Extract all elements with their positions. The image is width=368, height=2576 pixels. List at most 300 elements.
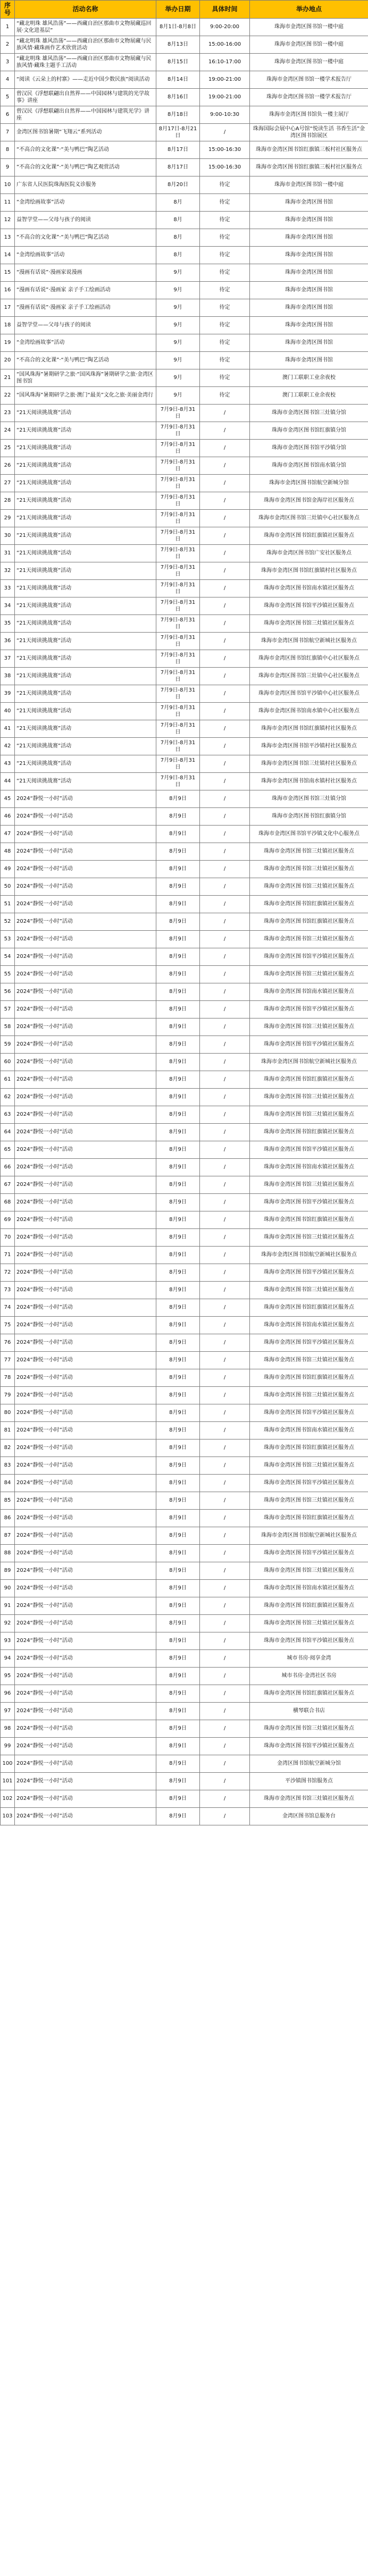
cell-venue: 珠海市金湾区图书馆三灶镇社区服务点 <box>250 1106 368 1124</box>
table-row <box>1 1475 368 1492</box>
cell-date: 8月9日 <box>156 1106 200 1124</box>
cell-time: 待定 <box>200 334 250 352</box>
cell-venue: 珠海市金湾区图书馆平沙镇社区服务点 <box>250 1404 368 1422</box>
table-row <box>1 1773 368 1790</box>
table-row <box>1 790 368 808</box>
cell-time: / <box>200 1703 250 1720</box>
header-date: 举办日期 <box>156 1 200 19</box>
cell-activity-name: 2024“静悦一小时”活动 <box>15 1703 156 1720</box>
cell-activity-name: “藏北明珠 雄风浩荡”——西藏自治区那曲市文物展藏与民族风情·藏珠主题手工活动 <box>15 54 156 71</box>
cell-number: 64 <box>1 1124 15 1141</box>
cell-number: 34 <box>1 597 15 615</box>
table-row <box>1 1229 368 1247</box>
table-row <box>1 299 368 317</box>
cell-time: / <box>200 948 250 966</box>
cell-time: / <box>200 1229 250 1247</box>
cell-number: 14 <box>1 247 15 264</box>
cell-venue: 珠海市金湾区图书馆红旗镇分馆 <box>250 808 368 826</box>
cell-activity-name: “21天阅读挑战赛”活动 <box>15 527 156 545</box>
cell-activity-name: “21天阅读挑战赛”活动 <box>15 703 156 720</box>
cell-activity-name: 2024“静悦一小时”活动 <box>15 1071 156 1089</box>
table-row <box>1 1264 368 1282</box>
table-row <box>1 1562 368 1580</box>
cell-time: / <box>200 1211 250 1229</box>
cell-number: 42 <box>1 738 15 755</box>
table-row <box>1 896 368 913</box>
table-row <box>1 369 368 387</box>
cell-time: / <box>200 1264 250 1282</box>
table-row <box>1 1141 368 1159</box>
cell-time: / <box>200 1492 250 1510</box>
cell-venue: 珠海市金湾区图书馆航空新城社区服务点 <box>250 1054 368 1071</box>
cell-venue: 珠海市金湾区图书馆红旗镇中心社区服务点 <box>250 650 368 668</box>
cell-venue: 珠海市金湾区图书馆三灶镇社区服务点 <box>250 1018 368 1036</box>
cell-venue: 珠海市金湾区图书馆三灶镇社区服务点 <box>250 1089 368 1106</box>
cell-date: 8月9日 <box>156 1159 200 1176</box>
cell-date: 8月17日 <box>156 141 200 159</box>
table-row <box>1 19 368 36</box>
table-row <box>1 1124 368 1141</box>
table-row <box>1 282 368 299</box>
table-row <box>1 106 368 124</box>
table-row <box>1 1597 368 1615</box>
cell-venue: 珠海市金湾区图书馆三灶镇社区服务点 <box>250 1352 368 1369</box>
cell-activity-name: 2024“静悦一小时”活动 <box>15 1369 156 1387</box>
cell-date: 8月9日 <box>156 896 200 913</box>
cell-number: 20 <box>1 352 15 369</box>
table-row <box>1 1247 368 1264</box>
cell-activity-name: “21天阅读挑战赛”活动 <box>15 457 156 475</box>
cell-venue: 金湾区图书馆总服务台 <box>250 1808 368 1825</box>
cell-activity-name: 曾汉民《浮想联翩出自然界——中国园林与建筑光学》讲座 <box>15 106 156 124</box>
cell-time: / <box>200 668 250 685</box>
cell-activity-name: 2024“静悦一小时”活动 <box>15 1124 156 1141</box>
cell-venue: 珠海市金湾区图书馆平沙镇文化中心服务点 <box>250 826 368 843</box>
table-row <box>1 54 368 71</box>
cell-venue: 珠海市金湾区图书馆一楼中庭 <box>250 36 368 54</box>
cell-date: 8月 <box>156 229 200 247</box>
cell-activity-name: 2024“静悦一小时”活动 <box>15 1808 156 1825</box>
cell-number: 79 <box>1 1387 15 1404</box>
cell-venue: 城市书房·阅享金湾 <box>250 1650 368 1668</box>
cell-time: / <box>200 1510 250 1527</box>
cell-number: 90 <box>1 1580 15 1597</box>
cell-venue: 珠海市金湾区图书馆平沙镇社区服务点 <box>250 1194 368 1211</box>
cell-activity-name: 2024“静悦一小时”活动 <box>15 1720 156 1738</box>
cell-activity-name: 2024“静悦一小时”活动 <box>15 1457 156 1475</box>
table-row <box>1 1738 368 1755</box>
cell-date: 7月9日-8月31日 <box>156 492 200 510</box>
cell-time: / <box>200 562 250 580</box>
table-row <box>1 334 368 352</box>
cell-number: 96 <box>1 1685 15 1703</box>
cell-activity-name: “21天阅读挑战赛”活动 <box>15 720 156 738</box>
cell-time: / <box>200 1790 250 1808</box>
cell-venue: 珠海市金湾区图书馆南水镇社区服务点 <box>250 1159 368 1176</box>
cell-date: 8月9日 <box>156 790 200 808</box>
cell-activity-name: “21天阅读挑战赛”活动 <box>15 668 156 685</box>
cell-activity-name: 2024“静悦一小时”活动 <box>15 1176 156 1194</box>
cell-time: / <box>200 1404 250 1422</box>
cell-activity-name: 2024“静悦一小时”活动 <box>15 826 156 843</box>
cell-time: / <box>200 475 250 492</box>
cell-venue: 珠海市金湾区图书馆三灶镇社区服务点 <box>250 1562 368 1580</box>
cell-activity-name: “21天阅读挑战赛”活动 <box>15 773 156 790</box>
cell-number: 68 <box>1 1194 15 1211</box>
cell-venue: 金湾区图书馆航空新城分馆 <box>250 1755 368 1773</box>
cell-activity-name: 2024“静悦一小时”活动 <box>15 1492 156 1510</box>
cell-date: 9月 <box>156 317 200 334</box>
cell-date: 7月9日-8月31日 <box>156 527 200 545</box>
cell-time: / <box>200 1054 250 1071</box>
table-row <box>1 826 368 843</box>
cell-time: 待定 <box>200 176 250 194</box>
table-row <box>1 1369 368 1387</box>
cell-number: 93 <box>1 1632 15 1650</box>
table-row <box>1 948 368 966</box>
cell-time: 15:00-16:30 <box>200 141 250 159</box>
cell-time: / <box>200 703 250 720</box>
cell-number: 103 <box>1 1808 15 1825</box>
cell-time: / <box>200 1299 250 1317</box>
cell-date: 9月 <box>156 352 200 369</box>
cell-time: / <box>200 1580 250 1597</box>
cell-activity-name: “21天阅读挑战赛”活动 <box>15 633 156 650</box>
table-row <box>1 1334 368 1352</box>
cell-time: 待定 <box>200 264 250 282</box>
table-row <box>1 755 368 773</box>
table-row <box>1 1001 368 1018</box>
table-row <box>1 475 368 492</box>
cell-venue: 珠海市金湾区图书馆 <box>250 194 368 212</box>
cell-number: 75 <box>1 1317 15 1334</box>
cell-venue: 珠海市金湾区图书馆红旗镇社区服务点 <box>250 527 368 545</box>
cell-venue: 珠海市金湾区图书馆 <box>250 247 368 264</box>
cell-time: / <box>200 1545 250 1562</box>
cell-number: 25 <box>1 440 15 457</box>
cell-venue: 珠海市金湾区图书馆红旗镇三板村社区服务点 <box>250 141 368 159</box>
cell-number: 23 <box>1 405 15 422</box>
cell-number: 65 <box>1 1141 15 1159</box>
cell-activity-name: 2024“静悦一小时”活动 <box>15 1282 156 1299</box>
cell-number: 102 <box>1 1790 15 1808</box>
cell-number: 36 <box>1 633 15 650</box>
cell-activity-name: “藏北明珠 雄风浩荡”——西藏自治区那曲市文物展藏与民族风情·藏珠画作艺术欣赏活动 <box>15 36 156 54</box>
cell-date: 8月15日 <box>156 54 200 71</box>
header-number: 序号 <box>1 1 15 19</box>
table-header <box>1 1 368 19</box>
cell-date: 8月9日 <box>156 808 200 826</box>
table-row <box>1 124 368 141</box>
table-row <box>1 1404 368 1422</box>
cell-date: 8月9日 <box>156 861 200 878</box>
cell-number: 30 <box>1 527 15 545</box>
table-row <box>1 212 368 229</box>
cell-time: / <box>200 896 250 913</box>
cell-venue: 珠海市金湾区图书馆航空新城社区服务点 <box>250 1527 368 1545</box>
cell-time: / <box>200 1439 250 1457</box>
cell-activity-name: 2024“静悦一小时”活动 <box>15 896 156 913</box>
cell-time: / <box>200 1176 250 1194</box>
cell-time: / <box>200 1124 250 1141</box>
cell-activity-name: 2024“静悦一小时”活动 <box>15 1229 156 1247</box>
cell-number: 70 <box>1 1229 15 1247</box>
table-row <box>1 89 368 106</box>
cell-venue: 珠海市金湾区图书馆红旗镇社区服务点 <box>250 1211 368 1229</box>
cell-time: / <box>200 633 250 650</box>
cell-venue: 珠海市金湾区图书馆平沙镇社区服务点 <box>250 1036 368 1054</box>
cell-time: / <box>200 1808 250 1825</box>
cell-number: 48 <box>1 843 15 861</box>
cell-date: 8月9日 <box>156 1510 200 1527</box>
cell-date: 8月9日 <box>156 1545 200 1562</box>
cell-venue: 珠海市金湾区图书馆红旗镇三板村社区服务点 <box>250 159 368 176</box>
cell-date: 7月9日-8月31日 <box>156 510 200 527</box>
cell-number: 84 <box>1 1475 15 1492</box>
table-row <box>1 983 368 1001</box>
cell-date: 8月9日 <box>156 1352 200 1369</box>
cell-time: 待定 <box>200 229 250 247</box>
cell-date: 7月9日-8月31日 <box>156 685 200 703</box>
cell-time: / <box>200 826 250 843</box>
cell-venue: 珠海市金湾区图书馆红旗镇社区服务点 <box>250 1071 368 1089</box>
cell-time: / <box>200 1071 250 1089</box>
header-venue: 举办地点 <box>250 1 368 19</box>
cell-number: 73 <box>1 1282 15 1299</box>
cell-time: / <box>200 545 250 562</box>
cell-time: 待定 <box>200 194 250 212</box>
table-row <box>1 229 368 247</box>
cell-number: 72 <box>1 1264 15 1282</box>
cell-date: 8月18日 <box>156 106 200 124</box>
cell-time: / <box>200 597 250 615</box>
cell-time: 待定 <box>200 282 250 299</box>
cell-date: 7月9日-8月31日 <box>156 440 200 457</box>
cell-date: 8月 <box>156 212 200 229</box>
cell-venue: 珠海市金湾区图书馆三灶镇社区服务点 <box>250 1176 368 1194</box>
header-activity-name: 活动名称 <box>15 1 156 19</box>
cell-time: / <box>200 1475 250 1492</box>
cell-venue: 珠海市金湾区图书馆平沙镇中心社区服务点 <box>250 685 368 703</box>
cell-date: 8月17日 <box>156 159 200 176</box>
table-row <box>1 1545 368 1562</box>
cell-venue: 珠海市金湾区图书馆 <box>250 352 368 369</box>
cell-venue: 城市书房·金湾社区书房 <box>250 1668 368 1685</box>
cell-date: 8月9日 <box>156 1650 200 1668</box>
cell-date: 7月9日-8月31日 <box>156 545 200 562</box>
cell-venue: 珠海市金湾区图书馆南水镇分馆 <box>250 457 368 475</box>
cell-time: / <box>200 1352 250 1369</box>
cell-activity-name: “21天阅读挑战赛”活动 <box>15 405 156 422</box>
table-row <box>1 1615 368 1632</box>
cell-time: / <box>200 405 250 422</box>
table-row <box>1 1317 368 1334</box>
cell-date: 8月9日 <box>156 1492 200 1510</box>
cell-date: 8月9日 <box>156 1668 200 1685</box>
table-row <box>1 1018 368 1036</box>
table-row <box>1 1685 368 1703</box>
cell-time: / <box>200 1369 250 1387</box>
cell-venue: 珠海市金湾区图书馆南水镇中心社区服务点 <box>250 703 368 720</box>
cell-activity-name: “21天阅读挑战赛”活动 <box>15 597 156 615</box>
cell-number: 78 <box>1 1369 15 1387</box>
cell-date: 7月9日-8月31日 <box>156 755 200 773</box>
cell-number: 50 <box>1 878 15 896</box>
cell-time: / <box>200 1457 250 1475</box>
cell-number: 44 <box>1 773 15 790</box>
cell-number: 71 <box>1 1247 15 1264</box>
cell-venue: 珠海市金湾区图书馆红旗镇社区服务点 <box>250 1685 368 1703</box>
cell-venue: 珠海市金湾区图书馆负一楼主展厅 <box>250 106 368 124</box>
cell-venue: 珠海市金湾区图书馆平沙镇社区服务点 <box>250 1264 368 1282</box>
table-row <box>1 1387 368 1404</box>
cell-number: 8 <box>1 141 15 159</box>
cell-activity-name: 2024“静悦一小时”活动 <box>15 1194 156 1211</box>
cell-time: / <box>200 1036 250 1054</box>
cell-venue: 珠海市金湾区图书馆平沙镇社区服务点 <box>250 1545 368 1562</box>
cell-date: 7月9日-8月31日 <box>156 668 200 685</box>
cell-time: / <box>200 1141 250 1159</box>
cell-number: 27 <box>1 475 15 492</box>
cell-venue: 澳门工联职工业余夜校 <box>250 369 368 387</box>
cell-venue: 珠海市金湾区图书馆 <box>250 264 368 282</box>
cell-time: / <box>200 1422 250 1439</box>
cell-activity-name: 2024“静悦一小时”活动 <box>15 1580 156 1597</box>
cell-time: / <box>200 1632 250 1650</box>
cell-date: 8月9日 <box>156 1018 200 1036</box>
cell-time: / <box>200 1738 250 1755</box>
cell-time: / <box>200 510 250 527</box>
table-row <box>1 545 368 562</box>
table-row <box>1 720 368 738</box>
cell-date: 8月9日 <box>156 1632 200 1650</box>
cell-time: / <box>200 913 250 931</box>
cell-number: 74 <box>1 1299 15 1317</box>
cell-number: 83 <box>1 1457 15 1475</box>
table-row <box>1 36 368 54</box>
cell-activity-name: “不高合的文化课”·“美与鸭巴”陶艺活动 <box>15 141 156 159</box>
cell-number: 67 <box>1 1176 15 1194</box>
cell-time: / <box>200 1018 250 1036</box>
table-row <box>1 440 368 457</box>
cell-date: 8月9日 <box>156 1808 200 1825</box>
cell-activity-name: 2024“静悦一小时”活动 <box>15 1545 156 1562</box>
cell-venue: 珠海市金湾区图书馆红旗镇村社区服务点 <box>250 562 368 580</box>
table-row <box>1 1650 368 1668</box>
table-row <box>1 1089 368 1106</box>
header-time: 具体时间 <box>200 1 250 19</box>
cell-date: 8月9日 <box>156 1089 200 1106</box>
cell-number: 15 <box>1 264 15 282</box>
cell-time: 待定 <box>200 387 250 405</box>
cell-date: 8月9日 <box>156 1562 200 1580</box>
cell-date: 8月9日 <box>156 1141 200 1159</box>
cell-activity-name: “21天阅读挑战赛”活动 <box>15 492 156 510</box>
cell-activity-name: “不高合的文化课”·“美与鸭巴”陶艺活动 <box>15 352 156 369</box>
table-row <box>1 1755 368 1773</box>
cell-activity-name: “21天阅读挑战赛”活动 <box>15 580 156 597</box>
cell-activity-name: 2024“静悦一小时”活动 <box>15 1668 156 1685</box>
cell-date: 9月 <box>156 387 200 405</box>
cell-date: 8月9日 <box>156 1755 200 1773</box>
cell-number: 91 <box>1 1597 15 1615</box>
table-row <box>1 352 368 369</box>
table-row <box>1 405 368 422</box>
cell-number: 58 <box>1 1018 15 1036</box>
cell-date: 8月 <box>156 194 200 212</box>
cell-venue: 珠海市金湾区图书馆航空新城社区服务点 <box>250 1247 368 1264</box>
cell-date: 8月9日 <box>156 1001 200 1018</box>
cell-time: / <box>200 580 250 597</box>
cell-number: 26 <box>1 457 15 475</box>
cell-time: 19:00-21:00 <box>200 71 250 89</box>
table-row <box>1 1352 368 1369</box>
cell-activity-name: 2024“静悦一小时”活动 <box>15 1597 156 1615</box>
cell-date: 9月 <box>156 299 200 317</box>
table-row <box>1 913 368 931</box>
cell-number: 4 <box>1 71 15 89</box>
cell-date: 8月13日 <box>156 36 200 54</box>
cell-date: 8月9日 <box>156 1422 200 1439</box>
cell-activity-name: 2024“静悦一小时”活动 <box>15 1562 156 1580</box>
cell-venue: 珠海市金湾区图书馆平沙镇社区服务点 <box>250 1001 368 1018</box>
table-row <box>1 1720 368 1738</box>
cell-activity-name: 2024“静悦一小时”活动 <box>15 948 156 966</box>
cell-number: 38 <box>1 668 15 685</box>
cell-number: 69 <box>1 1211 15 1229</box>
cell-number: 12 <box>1 212 15 229</box>
table-row <box>1 1036 368 1054</box>
cell-date: 8月9日 <box>156 966 200 983</box>
table-row <box>1 1808 368 1825</box>
cell-number: 13 <box>1 229 15 247</box>
cell-number: 99 <box>1 1738 15 1755</box>
cell-venue: 珠海市金湾区图书馆一楼中庭 <box>250 54 368 71</box>
cell-activity-name: 2024“静悦一小时”活动 <box>15 1141 156 1159</box>
cell-number: 22 <box>1 387 15 405</box>
cell-number: 80 <box>1 1404 15 1422</box>
cell-activity-name: 2024“静悦一小时”活动 <box>15 1755 156 1773</box>
table-row <box>1 159 368 176</box>
table-row <box>1 1282 368 1299</box>
cell-venue: 珠海市金湾区图书馆三灶镇社区服务点 <box>250 931 368 948</box>
table-row <box>1 1054 368 1071</box>
cell-number: 18 <box>1 317 15 334</box>
table-row <box>1 1510 368 1527</box>
cell-activity-name: 2024“静悦一小时”活动 <box>15 1404 156 1422</box>
cell-time: / <box>200 1685 250 1703</box>
table-row <box>1 580 368 597</box>
cell-activity-name: “21天阅读挑战赛”活动 <box>15 545 156 562</box>
table-row <box>1 562 368 580</box>
table-row <box>1 1457 368 1475</box>
cell-date: 7月9日-8月31日 <box>156 703 200 720</box>
cell-activity-name: “国风珠海”暑期研学之旅·“国风珠海”暑期研学之旅·金湾区图书馆 <box>15 369 156 387</box>
cell-date: 8月9日 <box>156 1282 200 1299</box>
cell-venue: 珠海市金湾区图书馆 <box>250 282 368 299</box>
cell-activity-name: 2024“静悦一小时”活动 <box>15 1422 156 1439</box>
cell-time: 待定 <box>200 352 250 369</box>
cell-date: 8月9日 <box>156 1071 200 1089</box>
cell-time: / <box>200 773 250 790</box>
cell-time: / <box>200 1001 250 1018</box>
table-row <box>1 422 368 440</box>
cell-number: 61 <box>1 1071 15 1089</box>
cell-time: 9:00-10:30 <box>200 106 250 124</box>
cell-venue: 珠海市金湾区图书馆三灶镇分馆 <box>250 405 368 422</box>
table-row <box>1 141 368 159</box>
cell-activity-name: “不高合的文化课”·“美与鸭巴”陶艺观赏活动 <box>15 159 156 176</box>
